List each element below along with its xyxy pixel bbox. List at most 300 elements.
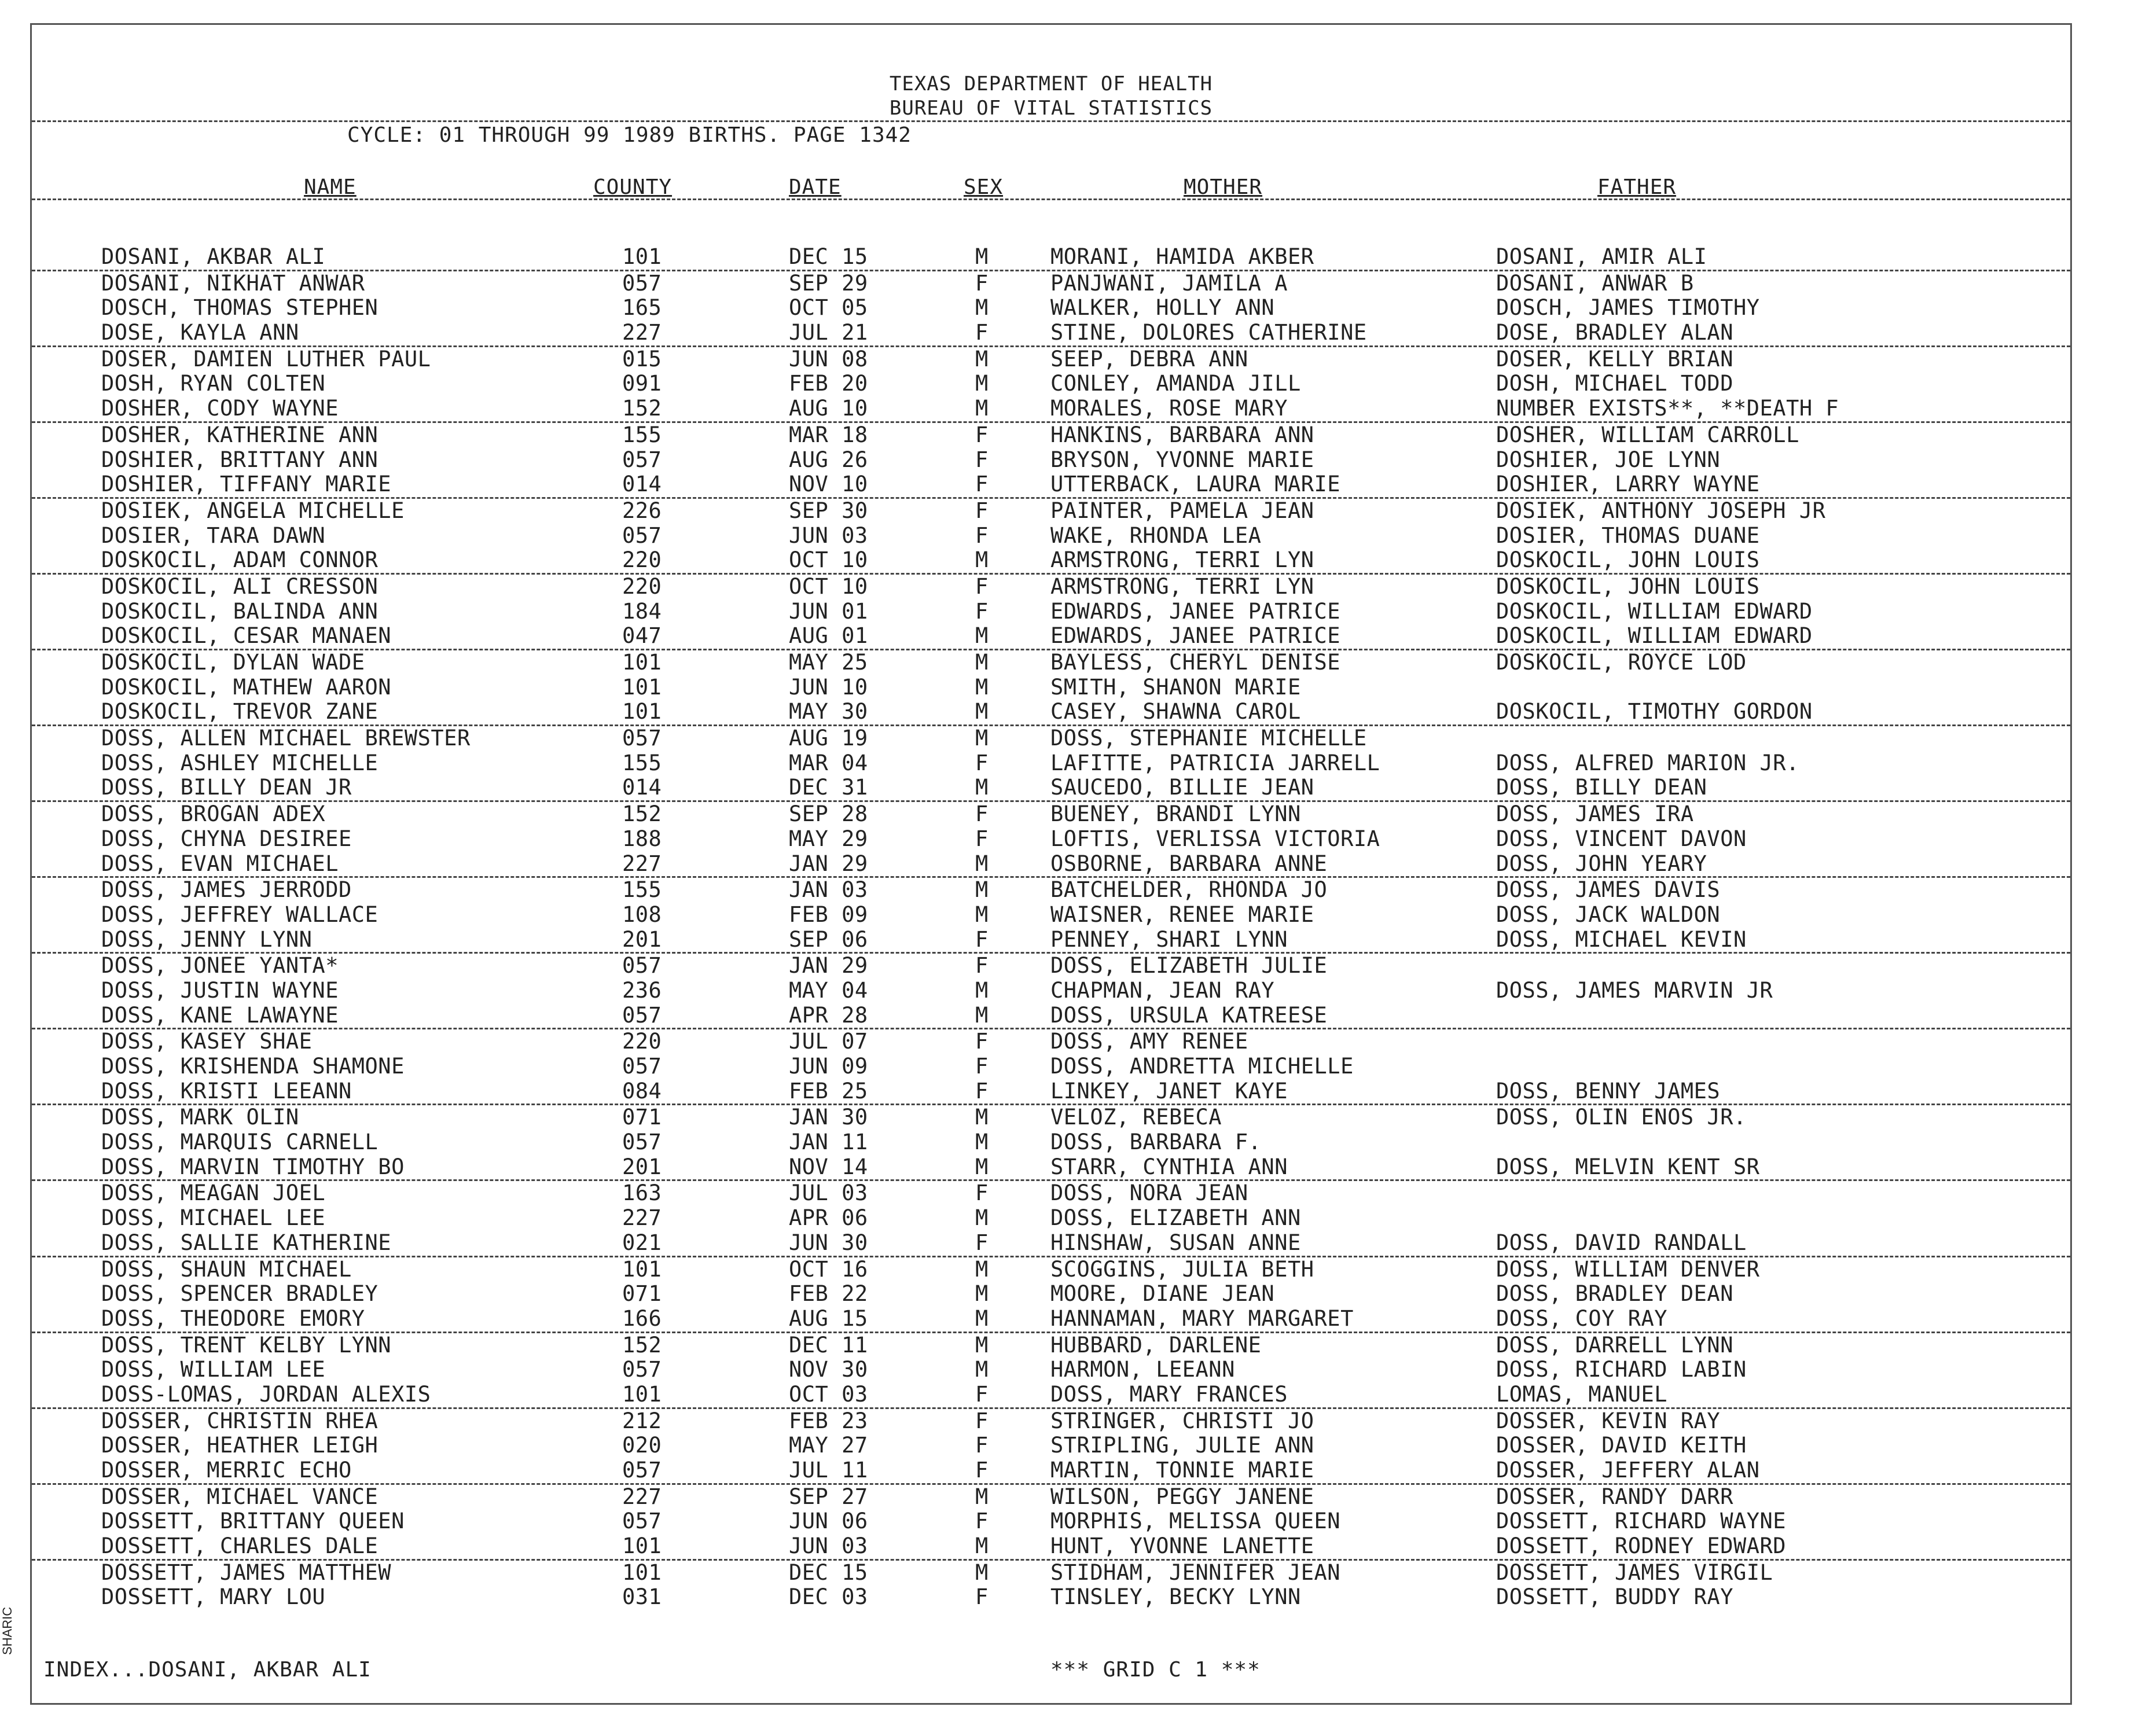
cell-county: 101 (622, 674, 662, 700)
cell-county: 212 (622, 1408, 662, 1433)
table-row (32, 1485, 2070, 1510)
column-header-mother: MOTHER (1184, 175, 1263, 199)
cell-county: 057 (622, 726, 662, 751)
cell-county: 021 (622, 1230, 662, 1255)
cell-name: DOSKOCIL, TREVOR ZANE (101, 699, 379, 724)
report-subtitle: BUREAU OF VITAL STATISTICS (889, 97, 1213, 120)
cell-county: 057 (622, 447, 662, 472)
cell-date: FEB 20 (789, 371, 868, 396)
cell-date: SEP 30 (789, 498, 868, 523)
cell-date: JUN 08 (789, 346, 868, 372)
cell-father: DOSKOCIL, ROYCE LOD (1496, 650, 1747, 675)
cell-father: NUMBER EXISTS**, **DEATH F (1496, 396, 1839, 421)
cell-date: JAN 29 (789, 953, 868, 979)
table-row (32, 1409, 2070, 1434)
cell-mother: SCOGGINS, JULIA BETH (1050, 1256, 1314, 1282)
cell-name: DOSSETT, CHARLES DALE (101, 1533, 379, 1559)
table-row (32, 1155, 2070, 1182)
cell-mother: DOSS, STEPHANIE MICHELLE (1050, 726, 1367, 751)
cell-mother: STARR, CYNTHIA ANN (1050, 1154, 1288, 1179)
cell-name: DOSKOCIL, BALINDA ANN (101, 598, 379, 624)
cell-date: MAY 30 (789, 699, 868, 724)
cell-mother: LAFITTE, PATRICIA JARRELL (1050, 750, 1380, 775)
cell-sex: M (975, 1256, 989, 1282)
cell-name: DOSS, JONEE YANTA* (101, 953, 339, 979)
cell-mother: HUBBARD, DARLENE (1050, 1332, 1262, 1358)
cell-mother: STINE, DOLORES CATHERINE (1050, 320, 1367, 345)
cell-county: 155 (622, 877, 662, 903)
cell-date: OCT 05 (789, 295, 868, 321)
cell-mother: DOSS, MARY FRANCES (1050, 1381, 1288, 1407)
cell-sex: M (975, 1305, 989, 1331)
cell-sex: M (975, 775, 989, 800)
cell-father: DOSSETT, RODNEY EDWARD (1496, 1533, 1787, 1559)
cell-county: 091 (622, 371, 662, 396)
cell-county: 014 (622, 775, 662, 800)
cell-mother: VELOZ, REBECA (1050, 1105, 1222, 1130)
cell-mother: HANNAMAN, MARY MARGARET (1050, 1305, 1354, 1331)
cell-county: 101 (622, 699, 662, 724)
cell-county: 188 (622, 826, 662, 851)
cell-sex: M (975, 1154, 989, 1179)
grid-footer: *** GRID C 1 *** (1050, 1658, 1261, 1682)
cell-father: DOSS, BRADLEY DEAN (1496, 1281, 1733, 1307)
cell-father: DOSKOCIL, JOHN LOUIS (1496, 573, 1760, 599)
cell-mother: PAINTER, PAMELA JEAN (1050, 498, 1314, 523)
table-row (32, 1307, 2070, 1333)
cell-name: DOSS, MARQUIS CARNELL (101, 1130, 379, 1155)
cell-sex: M (975, 244, 989, 269)
cell-mother: DOSS, AMY RENEE (1050, 1029, 1248, 1054)
cell-mother: EDWARDS, JANEE PATRICE (1050, 623, 1341, 649)
cell-name: DOSS, SALLIE KATHERINE (101, 1230, 392, 1255)
cell-date: OCT 03 (789, 1381, 868, 1407)
cell-sex: F (975, 320, 989, 345)
cell-name: DOSS, SPENCER BRADLEY (101, 1281, 379, 1307)
cell-county: 101 (622, 1560, 662, 1585)
cell-date: FEB 25 (789, 1078, 868, 1104)
cell-mother: MORALES, ROSE MARY (1050, 396, 1288, 421)
cell-name: DOSANI, AKBAR ALI (101, 244, 326, 269)
cell-father: DOSKOCIL, TIMOTHY GORDON (1496, 699, 1813, 724)
cell-mother: WILSON, PEGGY JANENE (1050, 1484, 1314, 1509)
cell-name: DOSER, DAMIEN LUTHER PAUL (101, 346, 431, 372)
cell-mother: DOSS, ANDRETTA MICHELLE (1050, 1054, 1354, 1079)
table-row (32, 296, 2070, 321)
cell-father: DOSS, BILLY DEAN (1496, 775, 1707, 800)
table-row (32, 1382, 2070, 1409)
cell-name: DOSSER, MICHAEL VANCE (101, 1484, 379, 1509)
cell-date: AUG 19 (789, 726, 868, 751)
cell-name: DOSS, KRISHENDA SHAMONE (101, 1054, 405, 1079)
cell-mother: MOORE, DIANE JEAN (1050, 1281, 1275, 1307)
table-row (32, 1029, 2070, 1054)
table-row (32, 1282, 2070, 1307)
cell-name: DOSS, THEODORE EMORY (101, 1305, 365, 1331)
table-row (32, 852, 2070, 878)
cell-sex: F (975, 1054, 989, 1079)
side-code: SHARIC (0, 1606, 14, 1655)
cell-county: 057 (622, 523, 662, 548)
cell-father: DOSS, JAMES IRA (1496, 801, 1694, 827)
column-header-divider (32, 198, 2070, 200)
cell-date: DEC 15 (789, 1560, 868, 1585)
table-row (32, 675, 2070, 700)
table-row (32, 751, 2070, 776)
cell-date: JUN 10 (789, 674, 868, 700)
cell-date: NOV 30 (789, 1357, 868, 1382)
cell-mother: DOSS, ELIZABETH ANN (1050, 1205, 1301, 1231)
table-row (32, 396, 2070, 423)
cell-county: 101 (622, 1533, 662, 1559)
cell-county: 031 (622, 1584, 662, 1610)
table-row (32, 1509, 2070, 1534)
cell-sex: M (975, 1560, 989, 1585)
table-row (32, 1003, 2070, 1030)
cell-mother: SMITH, SHANON MARIE (1050, 674, 1301, 700)
cell-sex: M (975, 396, 989, 421)
cell-name: DOSS, MARVIN TIMOTHY BO (101, 1154, 405, 1179)
cell-sex: M (975, 1205, 989, 1231)
cell-name: DOSHER, CODY WAYNE (101, 396, 339, 421)
table-row (32, 599, 2070, 624)
column-header-county: COUNTY (593, 175, 673, 199)
cell-father: DOSIEK, ANTHONY JOSEPH JR (1496, 498, 1826, 523)
cell-mother: STRIPLING, JULIE ANN (1050, 1433, 1314, 1458)
cell-county: 015 (622, 346, 662, 372)
cell-sex: F (975, 750, 989, 775)
cell-sex: M (975, 699, 989, 724)
cell-sex: M (975, 547, 989, 573)
table-row (32, 726, 2070, 751)
cell-name: DOSSER, MERRIC ECHO (101, 1458, 352, 1483)
cell-father: DOSS, JACK WALDON (1496, 902, 1721, 927)
cell-name: DOSSER, CHRISTIN RHEA (101, 1408, 379, 1433)
cell-mother: MARTIN, TONNIE MARIE (1050, 1458, 1314, 1483)
cell-name: DOSCH, THOMAS STEPHEN (101, 295, 379, 321)
cell-father: DOSHIER, LARRY WAYNE (1496, 472, 1760, 497)
table-row (32, 775, 2070, 802)
cell-county: 057 (622, 1357, 662, 1382)
cell-mother: SAUCEDO, BILLIE JEAN (1050, 775, 1314, 800)
cell-county: 084 (622, 1078, 662, 1104)
cell-date: SEP 28 (789, 801, 868, 827)
cell-mother: SEEP, DEBRA ANN (1050, 346, 1248, 372)
cell-name: DOSS, JEFFREY WALLACE (101, 902, 379, 927)
table-row (32, 954, 2070, 979)
cell-mother: PENNEY, SHARI LYNN (1050, 926, 1288, 952)
cell-date: MAY 25 (789, 650, 868, 675)
cell-sex: M (975, 346, 989, 372)
cell-name: DOSHIER, TIFFANY MARIE (101, 472, 392, 497)
cell-sex: F (975, 1408, 989, 1433)
cell-date: FEB 09 (789, 902, 868, 927)
cell-name: DOSS, MEAGAN JOEL (101, 1180, 326, 1206)
cell-father: DOSS, MICHAEL KEVIN (1496, 926, 1747, 952)
cell-sex: M (975, 1130, 989, 1155)
table-row (32, 1231, 2070, 1257)
cell-sex: M (975, 1281, 989, 1307)
cell-county: 101 (622, 244, 662, 269)
cell-sex: M (975, 674, 989, 700)
cell-father: DOSHER, WILLIAM CARROLL (1496, 422, 1799, 447)
cell-date: JUL 07 (789, 1029, 868, 1054)
cell-county: 108 (622, 902, 662, 927)
table-row (32, 650, 2070, 675)
cell-date: SEP 29 (789, 270, 868, 296)
table-row (32, 372, 2070, 396)
cell-sex: F (975, 523, 989, 548)
cell-sex: M (975, 851, 989, 876)
cell-date: JAN 11 (789, 1130, 868, 1155)
cell-date: MAR 04 (789, 750, 868, 775)
cell-name: DOSIER, TARA DAWN (101, 523, 326, 548)
cell-father: DOSHIER, JOE LYNN (1496, 447, 1721, 472)
cell-name: DOSH, RYAN COLTEN (101, 371, 326, 396)
cell-sex: F (975, 1458, 989, 1483)
cell-sex: M (975, 877, 989, 903)
cell-date: MAR 18 (789, 422, 868, 447)
cell-sex: M (975, 977, 989, 1003)
cell-sex: M (975, 295, 989, 321)
cell-date: NOV 14 (789, 1154, 868, 1179)
cell-county: 101 (622, 1256, 662, 1282)
cell-county: 047 (622, 623, 662, 649)
table-row (32, 347, 2070, 372)
cell-sex: F (975, 1584, 989, 1610)
cell-date: JUL 03 (789, 1180, 868, 1206)
cell-name: DOSKOCIL, CESAR MANAEN (101, 623, 392, 649)
cell-father: DOSSER, JEFFERY ALAN (1496, 1458, 1760, 1483)
cell-name: DOSS-LOMAS, JORDAN ALEXIS (101, 1381, 431, 1407)
cell-father: DOSANI, AMIR ALI (1496, 244, 1707, 269)
cell-name: DOSS, MICHAEL LEE (101, 1205, 326, 1231)
cell-mother: DOSS, BARBARA F. (1050, 1130, 1262, 1155)
cell-mother: BATCHELDER, RHONDA JO (1050, 877, 1328, 903)
cell-sex: M (975, 650, 989, 675)
cell-father: DOSSER, KEVIN RAY (1496, 1408, 1721, 1433)
cell-date: JUN 09 (789, 1054, 868, 1079)
cell-mother: DOSS, ELIZABETH JULIE (1050, 953, 1328, 979)
table-row (32, 928, 2070, 954)
cell-county: 165 (622, 295, 662, 321)
cell-name: DOSS, BROGAN ADEX (101, 801, 326, 827)
cell-name: DOSKOCIL, MATHEW AARON (101, 674, 392, 700)
cell-date: AUG 10 (789, 396, 868, 421)
cell-father: DOSS, DARRELL LYNN (1496, 1332, 1733, 1358)
cell-sex: F (975, 1381, 989, 1407)
cell-name: DOSSETT, JAMES MATTHEW (101, 1560, 392, 1585)
cell-county: 057 (622, 953, 662, 979)
cell-county: 057 (622, 1002, 662, 1028)
table-row (32, 423, 2070, 448)
cell-name: DOSS, TRENT KELBY LYNN (101, 1332, 392, 1358)
cell-father: DOSANI, ANWAR B (1496, 270, 1694, 296)
cell-name: DOSANI, NIKHAT ANWAR (101, 270, 365, 296)
table-row (32, 548, 2070, 575)
cell-name: DOSS, ASHLEY MICHELLE (101, 750, 379, 775)
report-sheet (30, 23, 2072, 1705)
cell-county: 057 (622, 1130, 662, 1155)
cell-sex: F (975, 1230, 989, 1255)
table-row (32, 624, 2070, 650)
table-row (32, 472, 2070, 499)
table-row (32, 1054, 2070, 1079)
cell-county: 201 (622, 926, 662, 952)
cell-county: 014 (622, 472, 662, 497)
table-row (32, 1079, 2070, 1106)
cell-county: 057 (622, 1458, 662, 1483)
cell-date: FEB 23 (789, 1408, 868, 1433)
cell-county: 057 (622, 270, 662, 296)
cell-name: DOSS, SHAUN MICHAEL (101, 1256, 352, 1282)
cell-county: 227 (622, 1484, 662, 1509)
table-row (32, 271, 2070, 296)
cell-name: DOSIEK, ANGELA MICHELLE (101, 498, 405, 523)
cell-father: DOSKOCIL, JOHN LOUIS (1496, 547, 1760, 573)
cell-mother: MORPHIS, MELISSA QUEEN (1050, 1509, 1341, 1534)
cell-father: DOSSETT, BUDDY RAY (1496, 1584, 1733, 1610)
table-row (32, 1206, 2070, 1231)
cell-father: DOSKOCIL, WILLIAM EDWARD (1496, 623, 1813, 649)
cell-father: DOSS, ALFRED MARION JR. (1496, 750, 1799, 775)
cell-county: 220 (622, 573, 662, 599)
cell-date: NOV 10 (789, 472, 868, 497)
cell-mother: ARMSTRONG, TERRI LYN (1050, 573, 1314, 599)
table-row (32, 524, 2070, 549)
cell-date: JUN 06 (789, 1509, 868, 1534)
table-row (32, 827, 2070, 852)
cell-sex: M (975, 726, 989, 751)
cell-mother: OSBORNE, BARBARA ANNE (1050, 851, 1328, 876)
cell-mother: STRINGER, CHRISTI JO (1050, 1408, 1314, 1433)
cell-date: MAY 04 (789, 977, 868, 1003)
cell-name: DOSS, CHYNA DESIREE (101, 826, 352, 851)
table-row (32, 245, 2070, 271)
cell-father: DOSS, DAVID RANDALL (1496, 1230, 1747, 1255)
cell-father: DOSS, COY RAY (1496, 1305, 1668, 1331)
cell-father: DOSE, BRADLEY ALAN (1496, 320, 1733, 345)
cell-father: DOSS, BENNY JAMES (1496, 1078, 1721, 1104)
table-row (32, 575, 2070, 599)
cell-sex: F (975, 1433, 989, 1458)
cell-mother: WALKER, HOLLY ANN (1050, 295, 1275, 321)
cell-father: DOSSER, RANDY DARR (1496, 1484, 1733, 1509)
table-row (32, 903, 2070, 928)
cell-sex: F (975, 926, 989, 952)
cell-sex: M (975, 902, 989, 927)
cell-county: 163 (622, 1180, 662, 1206)
birth-records-table (32, 245, 2070, 1610)
cell-mother: HUNT, YVONNE LANETTE (1050, 1533, 1314, 1559)
cell-name: DOSKOCIL, ADAM CONNOR (101, 547, 379, 573)
report-title: TEXAS DEPARTMENT OF HEALTH (889, 72, 1213, 95)
cell-mother: HARMON, LEEANN (1050, 1357, 1235, 1382)
cell-father: DOSS, JOHN YEARY (1496, 851, 1707, 876)
cell-county: 155 (622, 750, 662, 775)
cell-mother: PANJWANI, JAMILA A (1050, 270, 1288, 296)
cell-county: 155 (622, 422, 662, 447)
cell-father: DOSSETT, RICHARD WAYNE (1496, 1509, 1787, 1534)
cell-date: JAN 29 (789, 851, 868, 876)
cell-name: DOSS, ALLEN MICHAEL BREWSTER (101, 726, 471, 751)
cell-date: OCT 16 (789, 1256, 868, 1282)
cell-mother: DOSS, NORA JEAN (1050, 1180, 1248, 1206)
cell-date: FEB 22 (789, 1281, 868, 1307)
cell-date: APR 28 (789, 1002, 868, 1028)
cell-mother: LOFTIS, VERLISSA VICTORIA (1050, 826, 1380, 851)
table-row (32, 1585, 2070, 1610)
cell-mother: STIDHAM, JENNIFER JEAN (1050, 1560, 1341, 1585)
cell-mother: TINSLEY, BECKY LYNN (1050, 1584, 1301, 1610)
cell-sex: F (975, 598, 989, 624)
cell-mother: BUENEY, BRANDI LYNN (1050, 801, 1301, 827)
cell-father: DOSS, RICHARD LABIN (1496, 1357, 1747, 1382)
cell-name: DOSS, KANE LAWAYNE (101, 1002, 339, 1028)
table-row (32, 1333, 2070, 1358)
table-row (32, 1105, 2070, 1130)
cell-father: DOSS, JAMES DAVIS (1496, 877, 1721, 903)
cell-date: DEC 15 (789, 244, 868, 269)
cell-name: DOSSETT, BRITTANY QUEEN (101, 1509, 405, 1534)
table-row (32, 1181, 2070, 1206)
cell-sex: M (975, 1105, 989, 1130)
cell-county: 220 (622, 1029, 662, 1054)
table-row (32, 321, 2070, 347)
table-row (32, 878, 2070, 903)
cell-sex: F (975, 1029, 989, 1054)
cell-county: 166 (622, 1305, 662, 1331)
cell-father: DOSCH, JAMES TIMOTHY (1496, 295, 1760, 321)
cell-sex: M (975, 1484, 989, 1509)
cell-county: 057 (622, 1054, 662, 1079)
table-row (32, 1433, 2070, 1458)
cell-father: DOSS, VINCENT DAVON (1496, 826, 1747, 851)
cell-sex: F (975, 826, 989, 851)
cell-name: DOSS, WILLIAM LEE (101, 1357, 326, 1382)
cell-sex: F (975, 422, 989, 447)
table-row (32, 1534, 2070, 1561)
cell-county: 020 (622, 1433, 662, 1458)
cell-county: 227 (622, 1205, 662, 1231)
cell-sex: M (975, 1002, 989, 1028)
cell-name: DOSSETT, MARY LOU (101, 1584, 326, 1610)
cell-date: MAY 27 (789, 1433, 868, 1458)
cell-sex: F (975, 1180, 989, 1206)
cell-mother: LINKEY, JANET KAYE (1050, 1078, 1288, 1104)
cell-date: SEP 06 (789, 926, 868, 952)
column-header-name: NAME (304, 175, 357, 199)
header-divider (32, 120, 2070, 122)
cell-date: AUG 15 (789, 1305, 868, 1331)
cell-mother: WAISNER, RENEE MARIE (1050, 902, 1314, 927)
table-row (32, 802, 2070, 827)
cell-sex: F (975, 1078, 989, 1104)
cell-date: JUL 21 (789, 320, 868, 345)
cell-date: JUN 03 (789, 1533, 868, 1559)
cell-date: MAY 29 (789, 826, 868, 851)
cell-county: 236 (622, 977, 662, 1003)
cell-county: 071 (622, 1105, 662, 1130)
cell-name: DOSS, BILLY DEAN JR (101, 775, 352, 800)
cell-mother: UTTERBACK, LAURA MARIE (1050, 472, 1341, 497)
table-row (32, 979, 2070, 1003)
cell-mother: CASEY, SHAWNA CAROL (1050, 699, 1301, 724)
cell-father: DOSS, WILLIAM DENVER (1496, 1256, 1760, 1282)
cell-date: JAN 03 (789, 877, 868, 903)
cell-date: JUN 01 (789, 598, 868, 624)
cell-name: DOSS, KASEY SHAE (101, 1029, 313, 1054)
